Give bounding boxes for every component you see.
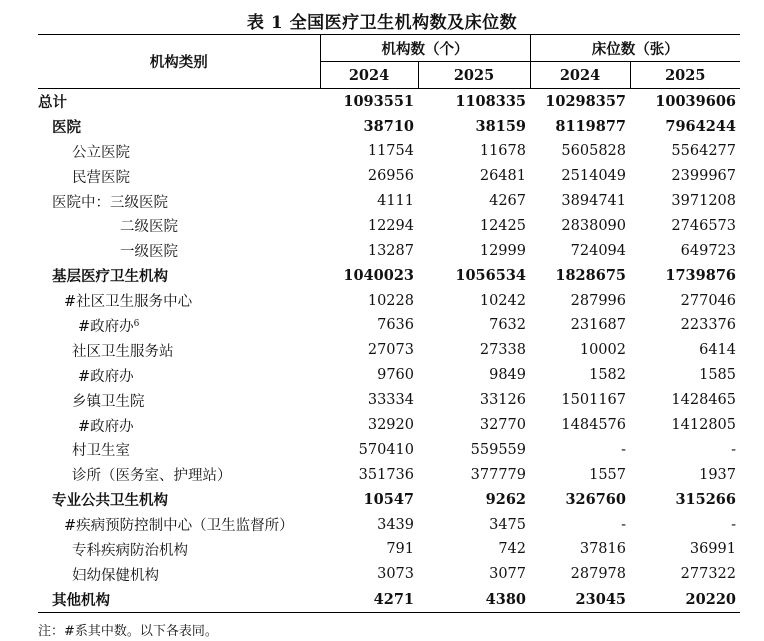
- bed-count-cell: 1412805: [671, 417, 736, 434]
- bed-count-cell: 1557: [589, 466, 626, 483]
- bed-count-cell: 649723: [680, 242, 736, 259]
- institution-count-cell: 1040023: [343, 267, 414, 285]
- table-row: [38, 462, 740, 487]
- institution-count-cell: 27338: [479, 342, 526, 359]
- table-row: [38, 363, 740, 388]
- bed-count-cell: 1484576: [561, 417, 626, 434]
- bed-count-cell: 10039606: [655, 92, 736, 110]
- bed-count-cell: 1828675: [555, 267, 626, 285]
- bed-count-cell: 326760: [565, 491, 626, 509]
- institution-count-cell: 10242: [479, 292, 526, 309]
- bed-count-cell: 1428465: [671, 392, 736, 409]
- bed-count-cell: 23045: [530, 587, 630, 612]
- row-label: 妇幼保健机构: [72, 567, 159, 584]
- bed-count-cell: 20220: [630, 587, 740, 612]
- institution-count-cell: 11754: [367, 143, 414, 160]
- row-label: 诊所（医务室、护理站）: [72, 468, 232, 485]
- row-label: 社区卫生服务站: [72, 343, 174, 360]
- bed-count-cell: 1937: [699, 466, 736, 483]
- bed-count-cell: 287996: [570, 292, 626, 309]
- row-label: 一级医院: [120, 244, 178, 261]
- institution-count-cell: 32920: [367, 417, 414, 434]
- year-header: 2025: [630, 62, 740, 89]
- bed-count-cell: 287978: [570, 566, 626, 583]
- row-label: #政府办$^6$: [78, 318, 140, 335]
- institution-count-cell: 7636: [377, 317, 414, 334]
- bed-count-cell: 3971208: [671, 193, 736, 209]
- row-label: 医院: [52, 118, 81, 136]
- institutions-header: 机构数（个）: [320, 35, 530, 62]
- bed-count-cell: 277322: [680, 566, 736, 583]
- bed-count-cell: 6414: [699, 342, 736, 359]
- institution-count-cell: 12425: [479, 217, 526, 234]
- row-label: #政府办: [78, 418, 134, 435]
- institution-count-cell: 9760: [377, 367, 414, 384]
- institution-count-cell: 11678: [479, 143, 526, 160]
- data-table: [38, 34, 740, 613]
- institution-count-cell: 3475: [489, 516, 526, 533]
- row-label: 其他机构: [38, 587, 320, 612]
- institution-count-cell: 32770: [479, 417, 526, 434]
- institution-count-cell: 12999: [479, 242, 526, 259]
- row-label: 医院中：三级医院: [52, 194, 168, 211]
- bed-count-cell: 223376: [680, 317, 736, 334]
- row-label: 专科疾病防治机构: [72, 542, 188, 559]
- bed-count-cell: 1501167: [561, 392, 626, 409]
- institution-count-cell: 1108335: [455, 92, 526, 110]
- table-row: [38, 263, 740, 288]
- table-row: [38, 313, 740, 338]
- institution-count-cell: 26481: [479, 168, 526, 185]
- row-label: #社区卫生服务中心: [64, 294, 193, 311]
- row-label: #疾病预防控制中心（卫生监督所）: [64, 518, 294, 535]
- bed-count-cell: 1739876: [665, 267, 736, 285]
- institution-count-cell: 1056534: [455, 267, 526, 285]
- bed-count-cell: 2514049: [561, 168, 626, 185]
- table-row: [38, 238, 740, 263]
- institution-count-cell: 4111: [377, 193, 414, 209]
- bed-count-cell: -: [621, 516, 626, 533]
- table-row: [38, 388, 740, 413]
- bed-count-cell: 724094: [570, 242, 626, 259]
- bed-count-cell: 277046: [680, 292, 736, 309]
- bed-count-cell: 315266: [675, 491, 736, 509]
- table-row: [38, 512, 740, 537]
- table-row: [38, 189, 740, 214]
- footnote: 注：#系其中数。以下各表同。: [38, 624, 218, 639]
- bed-count-cell: 231687: [570, 317, 626, 334]
- bed-count-cell: 1582: [589, 367, 626, 384]
- table-row: [38, 487, 740, 512]
- institution-count-cell: 570410: [358, 441, 414, 458]
- bed-count-cell: 37816: [579, 541, 626, 558]
- institution-count-cell: 33126: [479, 392, 526, 409]
- table-row: [38, 413, 740, 438]
- footnote-marker: 6: [133, 318, 140, 329]
- table-row: [38, 437, 740, 462]
- institution-count-cell: 10547: [363, 491, 414, 509]
- institution-count-cell: 12294: [367, 217, 414, 234]
- bed-count-cell: 1585: [699, 367, 736, 384]
- row-label: 专业公共卫生机构: [52, 492, 168, 510]
- row-label: 乡镇卫生院: [72, 393, 145, 410]
- row-label: 民营医院: [72, 169, 130, 186]
- row-label: 村卫生室: [72, 443, 130, 460]
- institution-count-cell: 3439: [377, 516, 414, 533]
- institution-count-cell: 13287: [367, 242, 414, 259]
- institution-count-cell: 38159: [475, 117, 526, 135]
- bed-count-cell: 7964244: [665, 117, 736, 135]
- bed-count-cell: 2746573: [671, 217, 736, 234]
- table-row: [38, 139, 740, 164]
- table-row: [38, 537, 740, 562]
- bed-count-cell: 5605828: [561, 143, 626, 160]
- institution-count-cell: 4271: [320, 587, 418, 612]
- bed-count-cell: 5564277: [671, 143, 736, 160]
- institution-count-cell: 26956: [367, 168, 414, 185]
- row-label: 基层医疗卫生机构: [52, 268, 168, 286]
- bed-count-cell: 2838090: [561, 217, 626, 234]
- row-label: 总计: [38, 93, 67, 111]
- institution-count-cell: 351736: [358, 466, 414, 483]
- institution-count-cell: 791: [386, 541, 414, 558]
- institution-count-cell: 9849: [489, 367, 526, 384]
- bed-count-cell: 8119877: [555, 117, 626, 135]
- table-row: [38, 338, 740, 363]
- beds-header: 床位数（张）: [530, 35, 740, 62]
- bed-count-cell: 2399967: [671, 168, 736, 185]
- institution-count-cell: 7632: [489, 317, 526, 334]
- institution-count-cell: 742: [498, 541, 526, 558]
- bed-count-cell: -: [621, 441, 626, 458]
- table-row: [38, 288, 740, 313]
- institution-count-cell: 27073: [367, 342, 414, 359]
- table-row: [38, 164, 740, 189]
- bed-count-cell: 10298357: [545, 92, 626, 110]
- bed-count-cell: 3894741: [561, 193, 626, 209]
- bed-count-cell: 10002: [579, 342, 626, 359]
- institution-count-cell: 38710: [363, 117, 414, 135]
- institution-count-cell: 10228: [367, 292, 414, 309]
- institution-count-cell: 3073: [377, 566, 414, 583]
- row-label: 二级医院: [120, 219, 178, 236]
- table-row: [38, 213, 740, 238]
- row-label: 公立医院: [72, 144, 130, 161]
- institution-count-cell: 377779: [470, 466, 526, 483]
- institution-count-cell: 33334: [367, 392, 414, 409]
- table-title: 表 1 全国医疗卫生机构数及床位数: [246, 13, 518, 33]
- institution-count-cell: 4267: [489, 193, 526, 209]
- year-header: 2024: [530, 62, 630, 89]
- bed-count-cell: -: [731, 516, 736, 533]
- institution-count-cell: 9262: [485, 491, 526, 509]
- year-header: 2025: [418, 62, 530, 89]
- institution-count-cell: 559559: [470, 441, 526, 458]
- table-row: [38, 89, 740, 114]
- table-row: [38, 114, 740, 139]
- table-row: [38, 562, 740, 587]
- institution-count-cell: 3077: [489, 566, 526, 583]
- table-row: [38, 587, 740, 612]
- year-header: 2024: [320, 62, 418, 89]
- institution-count-cell: 4380: [418, 587, 530, 612]
- institution-count-cell: 1093551: [343, 92, 414, 110]
- row-label: #政府办: [78, 368, 134, 385]
- category-header: 机构类别: [38, 35, 320, 89]
- bed-count-cell: -: [731, 441, 736, 458]
- bed-count-cell: 36991: [689, 541, 736, 558]
